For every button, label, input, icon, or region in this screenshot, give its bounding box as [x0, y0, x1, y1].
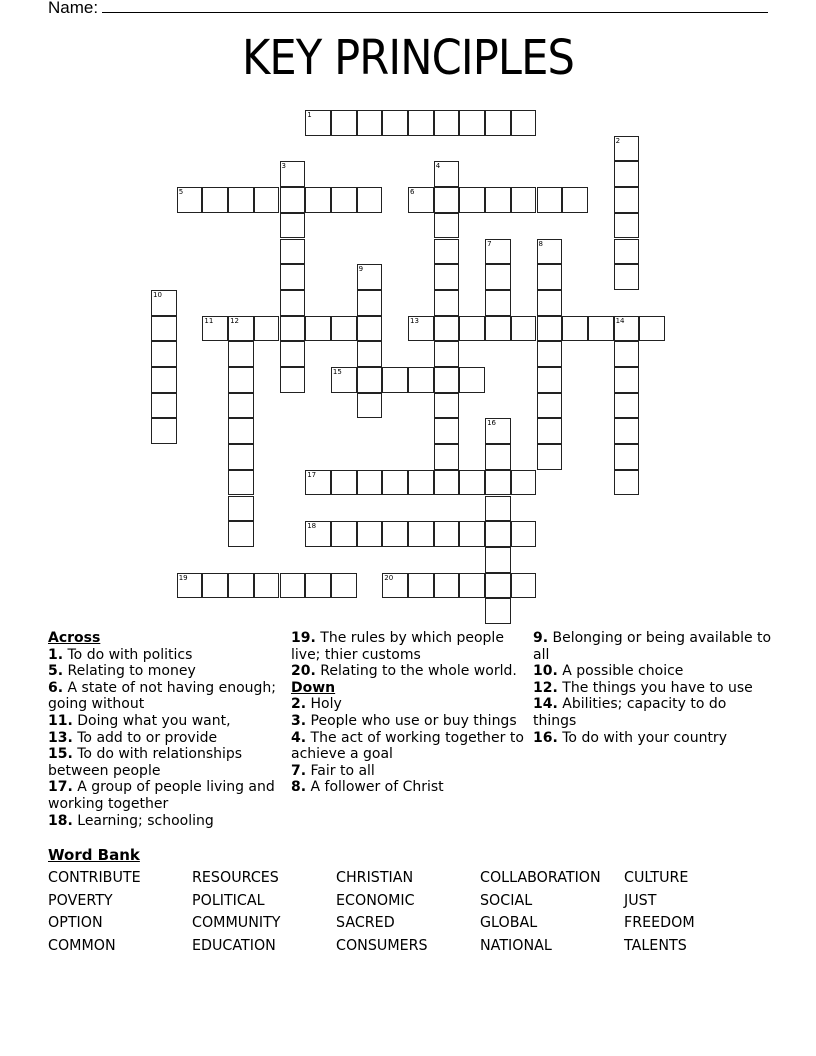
across-heading: Across [48, 630, 101, 646]
crossword-cell[interactable] [305, 316, 331, 342]
crossword-cell[interactable] [357, 290, 383, 316]
clue-across-6: 6. A state of not having enough; going without [48, 679, 277, 713]
word-bank-item: FREEDOM [624, 913, 695, 932]
crossword-cell[interactable] [280, 367, 306, 393]
crossword-cell[interactable] [434, 161, 460, 187]
clue-number: 5 [178, 188, 184, 197]
crossword-cell[interactable] [357, 264, 383, 290]
crossword-cell[interactable] [305, 110, 331, 136]
crossword-cell[interactable] [408, 573, 434, 599]
clue-down-12: 12. The things you have to use [533, 679, 753, 696]
crossword-cell[interactable] [537, 418, 563, 444]
clue-number: 3 [281, 162, 286, 171]
clue-number: 15 [332, 368, 342, 376]
crossword-cell[interactable] [511, 110, 537, 136]
crossword-cell[interactable] [459, 470, 485, 496]
crossword-cell[interactable] [614, 239, 640, 265]
crossword-cell[interactable] [202, 573, 228, 599]
clue-number: 14 [615, 316, 625, 325]
crossword-cell[interactable] [511, 187, 537, 213]
crossword-cell[interactable] [485, 598, 511, 624]
clue-down-2: 2. Holy [291, 696, 342, 713]
crossword-cell[interactable] [434, 264, 460, 290]
crossword-cell[interactable] [485, 444, 511, 470]
crossword-cell[interactable] [485, 496, 511, 522]
crossword-cell[interactable] [434, 290, 460, 316]
crossword-cell[interactable] [177, 187, 203, 213]
crossword-cell[interactable] [382, 110, 408, 136]
crossword-cell[interactable] [511, 316, 537, 342]
clue-down-14: 14. Abilities; capacity to do things [533, 696, 727, 729]
crossword-cell[interactable] [511, 470, 537, 496]
word-bank-item: RESOURCES [192, 868, 279, 886]
clue-number: 4 [435, 162, 441, 171]
crossword-cell[interactable] [202, 187, 228, 213]
crossword-cell[interactable] [228, 521, 254, 547]
crossword-cell[interactable] [434, 444, 460, 470]
crossword-cell[interactable] [485, 110, 511, 136]
crossword-cell[interactable] [228, 470, 254, 496]
crossword-cell[interactable] [537, 341, 563, 367]
clue-number: 20 [384, 573, 394, 582]
crossword-cell[interactable] [228, 316, 254, 342]
crossword-cell[interactable] [280, 239, 306, 265]
clue-number: 19 [178, 573, 188, 582]
word-bank-item: JUST [624, 890, 657, 909]
crossword-cell[interactable] [357, 470, 383, 496]
clue-number: 17 [307, 470, 317, 479]
clue-across-13: 13. To add to or provide [48, 729, 218, 746]
crossword-cell[interactable] [408, 187, 434, 213]
clue-across-19: 19. The rules by which people live; thier customs [291, 630, 504, 663]
clue-number: 13 [410, 316, 419, 325]
crossword-cell[interactable] [614, 341, 640, 367]
crossword-cell[interactable] [459, 367, 485, 393]
crossword-cell[interactable] [254, 573, 280, 599]
crossword-cell[interactable] [614, 213, 640, 239]
crossword-cell[interactable] [228, 496, 254, 522]
clue-number: 2 [615, 136, 621, 145]
clue-across-20: 20. Relating to the whole world. [291, 663, 517, 680]
clue-number: 8 [538, 239, 543, 248]
clue-across-17: 17. A group of people living and working together [48, 779, 275, 812]
crossword-cell[interactable] [459, 316, 485, 342]
word-bank-item: TALENTS [624, 935, 687, 954]
clues-column-3 [533, 630, 773, 746]
crossword-cell[interactable] [459, 187, 485, 213]
crossword-cell[interactable] [228, 187, 254, 213]
crossword-cell[interactable] [434, 418, 460, 444]
crossword-cell[interactable] [202, 316, 228, 342]
crossword-cell[interactable] [459, 521, 485, 547]
crossword-cell[interactable] [614, 367, 640, 393]
page-title: KEY PRINCIPLES [241, 30, 575, 86]
crossword-cell[interactable] [511, 521, 537, 547]
crossword-cell[interactable] [331, 573, 357, 599]
crossword-cell[interactable] [280, 187, 306, 213]
crossword-cell[interactable] [485, 316, 511, 342]
crossword-cell[interactable] [434, 521, 460, 547]
crossword-cell[interactable] [434, 316, 460, 342]
clue-down-8: 8. A follower of Christ [291, 779, 444, 796]
crossword-cell[interactable] [228, 393, 254, 419]
word-bank-item: POVERTY [48, 890, 113, 909]
crossword-cell[interactable] [357, 393, 383, 419]
crossword-cell[interactable] [459, 110, 485, 136]
crossword-cell[interactable] [382, 367, 408, 393]
crossword-cell[interactable] [537, 444, 563, 470]
crossword-cell[interactable] [408, 316, 434, 342]
crossword-cell[interactable] [305, 521, 331, 547]
clues-column-1 [48, 630, 288, 829]
crossword-cell[interactable] [434, 470, 460, 496]
crossword-cell[interactable] [537, 316, 563, 342]
clue-across-11: 11. Doing what you want, [48, 712, 231, 729]
clue-number: 11 [204, 316, 214, 325]
word-bank-item: GLOBAL [480, 913, 538, 932]
crossword-cell[interactable] [280, 316, 306, 342]
crossword-cell[interactable] [434, 187, 460, 213]
crossword-cell[interactable] [228, 573, 254, 599]
crossword-cell[interactable] [305, 187, 331, 213]
crossword-cell[interactable] [357, 367, 383, 393]
clue-number: 16 [487, 419, 497, 428]
crossword-cell[interactable] [485, 418, 511, 444]
crossword-cell[interactable] [331, 316, 357, 342]
word-bank-item: SACRED [336, 913, 395, 932]
crossword-cell[interactable] [614, 316, 640, 342]
crossword-cell[interactable] [614, 187, 640, 213]
crossword-cell[interactable] [614, 264, 640, 290]
crossword-cell[interactable] [537, 393, 563, 419]
crossword-cell[interactable] [434, 573, 460, 599]
crossword-cell[interactable] [537, 239, 563, 265]
crossword-cell[interactable] [614, 418, 640, 444]
word-bank-heading: Word Bank [48, 846, 140, 864]
crossword-cell[interactable] [382, 521, 408, 547]
word-bank-item: CHRISTIAN [336, 868, 414, 886]
crossword-cell[interactable] [280, 264, 306, 290]
word-bank-item: CULTURE [624, 868, 689, 886]
word-bank-item: COMMON [48, 935, 116, 954]
crossword-cell[interactable] [151, 316, 177, 342]
clue-number: 1 [307, 111, 312, 119]
crossword-cell[interactable] [537, 367, 563, 393]
crossword-cell[interactable] [485, 573, 511, 599]
crossword-cell[interactable] [562, 187, 588, 213]
name-label: Name: [48, 0, 99, 17]
clue-number: 18 [307, 522, 317, 531]
clue-number: 6 [410, 188, 415, 197]
crossword-cell[interactable] [331, 521, 357, 547]
crossword-cell[interactable] [408, 110, 434, 136]
crossword-cell[interactable] [228, 341, 254, 367]
crossword-cell[interactable] [151, 290, 177, 316]
clue-down-9: 9. Belonging or being available to all [533, 630, 772, 663]
clue-number: 9 [358, 265, 364, 274]
crossword-cell[interactable] [357, 521, 383, 547]
crossword-cell[interactable] [331, 187, 357, 213]
crossword-cell[interactable] [357, 341, 383, 367]
crossword-cell[interactable] [280, 341, 306, 367]
crossword-cell[interactable] [331, 470, 357, 496]
crossword-cell[interactable] [177, 573, 203, 599]
clue-down-3: 3. People who use or buy things [291, 712, 517, 729]
crossword-cell[interactable] [614, 136, 640, 162]
crossword-cell[interactable] [537, 264, 563, 290]
crossword-cell[interactable] [614, 161, 640, 187]
crossword-cell[interactable] [280, 161, 306, 187]
clue-across-18: 18. Learning; schooling [48, 812, 214, 829]
crossword-cell[interactable] [434, 393, 460, 419]
clue-across-5: 5. Relating to money [48, 663, 196, 680]
word-bank-item: SOCIAL [480, 890, 533, 909]
crossword-cell[interactable] [434, 213, 460, 239]
crossword-cell[interactable] [537, 187, 563, 213]
crossword-cell[interactable] [614, 393, 640, 419]
crossword-cell[interactable] [639, 316, 665, 342]
crossword-cell[interactable] [331, 110, 357, 136]
word-bank-item: COLLABORATION [480, 868, 601, 886]
clue-number: 7 [487, 239, 492, 248]
clues-column-2 [291, 630, 531, 796]
crossword-cell[interactable] [434, 239, 460, 265]
word-bank-item: POLITICAL [192, 890, 265, 909]
crossword-cell[interactable] [254, 187, 280, 213]
crossword-cell[interactable] [280, 213, 306, 239]
crossword-cell[interactable] [485, 521, 511, 547]
word-bank-item: ECONOMIC [336, 890, 415, 909]
crossword-cell[interactable] [614, 444, 640, 470]
crossword-cell[interactable] [357, 110, 383, 136]
crossword-cell[interactable] [614, 470, 640, 496]
crossword-cell[interactable] [485, 547, 511, 573]
crossword-cell[interactable] [228, 444, 254, 470]
crossword-cell[interactable] [382, 573, 408, 599]
clue-number: 10 [153, 290, 162, 299]
crossword-cell[interactable] [434, 367, 460, 393]
word-bank-item: CONTRIBUTE [48, 868, 141, 886]
crossword-cell[interactable] [408, 521, 434, 547]
crossword-cell[interactable] [434, 341, 460, 367]
word-bank-item: NATIONAL [480, 935, 552, 954]
word-bank-item: COMMUNITY [192, 913, 281, 932]
crossword-cell[interactable] [485, 239, 511, 265]
crossword-cell[interactable] [280, 290, 306, 316]
word-bank-item: EDUCATION [192, 935, 276, 954]
crossword-cell[interactable] [151, 393, 177, 419]
crossword-cell[interactable] [434, 110, 460, 136]
crossword-cell[interactable] [588, 316, 614, 342]
crossword-cell[interactable] [382, 470, 408, 496]
clue-across-1: 1. To do with politics [48, 646, 193, 663]
crossword-cell[interactable] [305, 470, 331, 496]
clue-down-16: 16. To do with your country [533, 729, 727, 746]
crossword-cell[interactable] [408, 470, 434, 496]
crossword-cell[interactable] [485, 470, 511, 496]
crossword-cell[interactable] [485, 290, 511, 316]
crossword-cell[interactable] [305, 573, 331, 599]
crossword-cell[interactable] [537, 290, 563, 316]
down-heading: Down [291, 679, 336, 696]
word-bank [48, 868, 768, 954]
crossword-cell[interactable] [408, 367, 434, 393]
crossword-cell[interactable] [459, 573, 485, 599]
clue-across-15: 15. To do with relationships between people [48, 746, 243, 779]
clue-down-7: 7. Fair to all [291, 762, 375, 779]
crossword-cell[interactable] [151, 367, 177, 393]
crossword-cell[interactable] [485, 264, 511, 290]
clue-down-10: 10. A possible choice [533, 663, 684, 680]
crossword-cell[interactable] [151, 418, 177, 444]
crossword-cell[interactable] [357, 316, 383, 342]
crossword-cell[interactable] [280, 573, 306, 599]
clue-number: 12 [230, 316, 240, 325]
crossword-cell[interactable] [331, 367, 357, 393]
crossword-cell[interactable] [511, 573, 537, 599]
clue-down-4: 4. The act of working together to achieve a goal [291, 729, 524, 763]
crossword-cell[interactable] [228, 418, 254, 444]
crossword-cell[interactable] [357, 187, 383, 213]
crossword-cell[interactable] [151, 341, 177, 367]
crossword-cell[interactable] [562, 316, 588, 342]
crossword-cell[interactable] [228, 367, 254, 393]
crossword-cell[interactable] [254, 316, 280, 342]
crossword-cell[interactable] [485, 187, 511, 213]
word-bank-item: OPTION [48, 913, 103, 932]
word-bank-item: CONSUMERS [336, 935, 428, 954]
